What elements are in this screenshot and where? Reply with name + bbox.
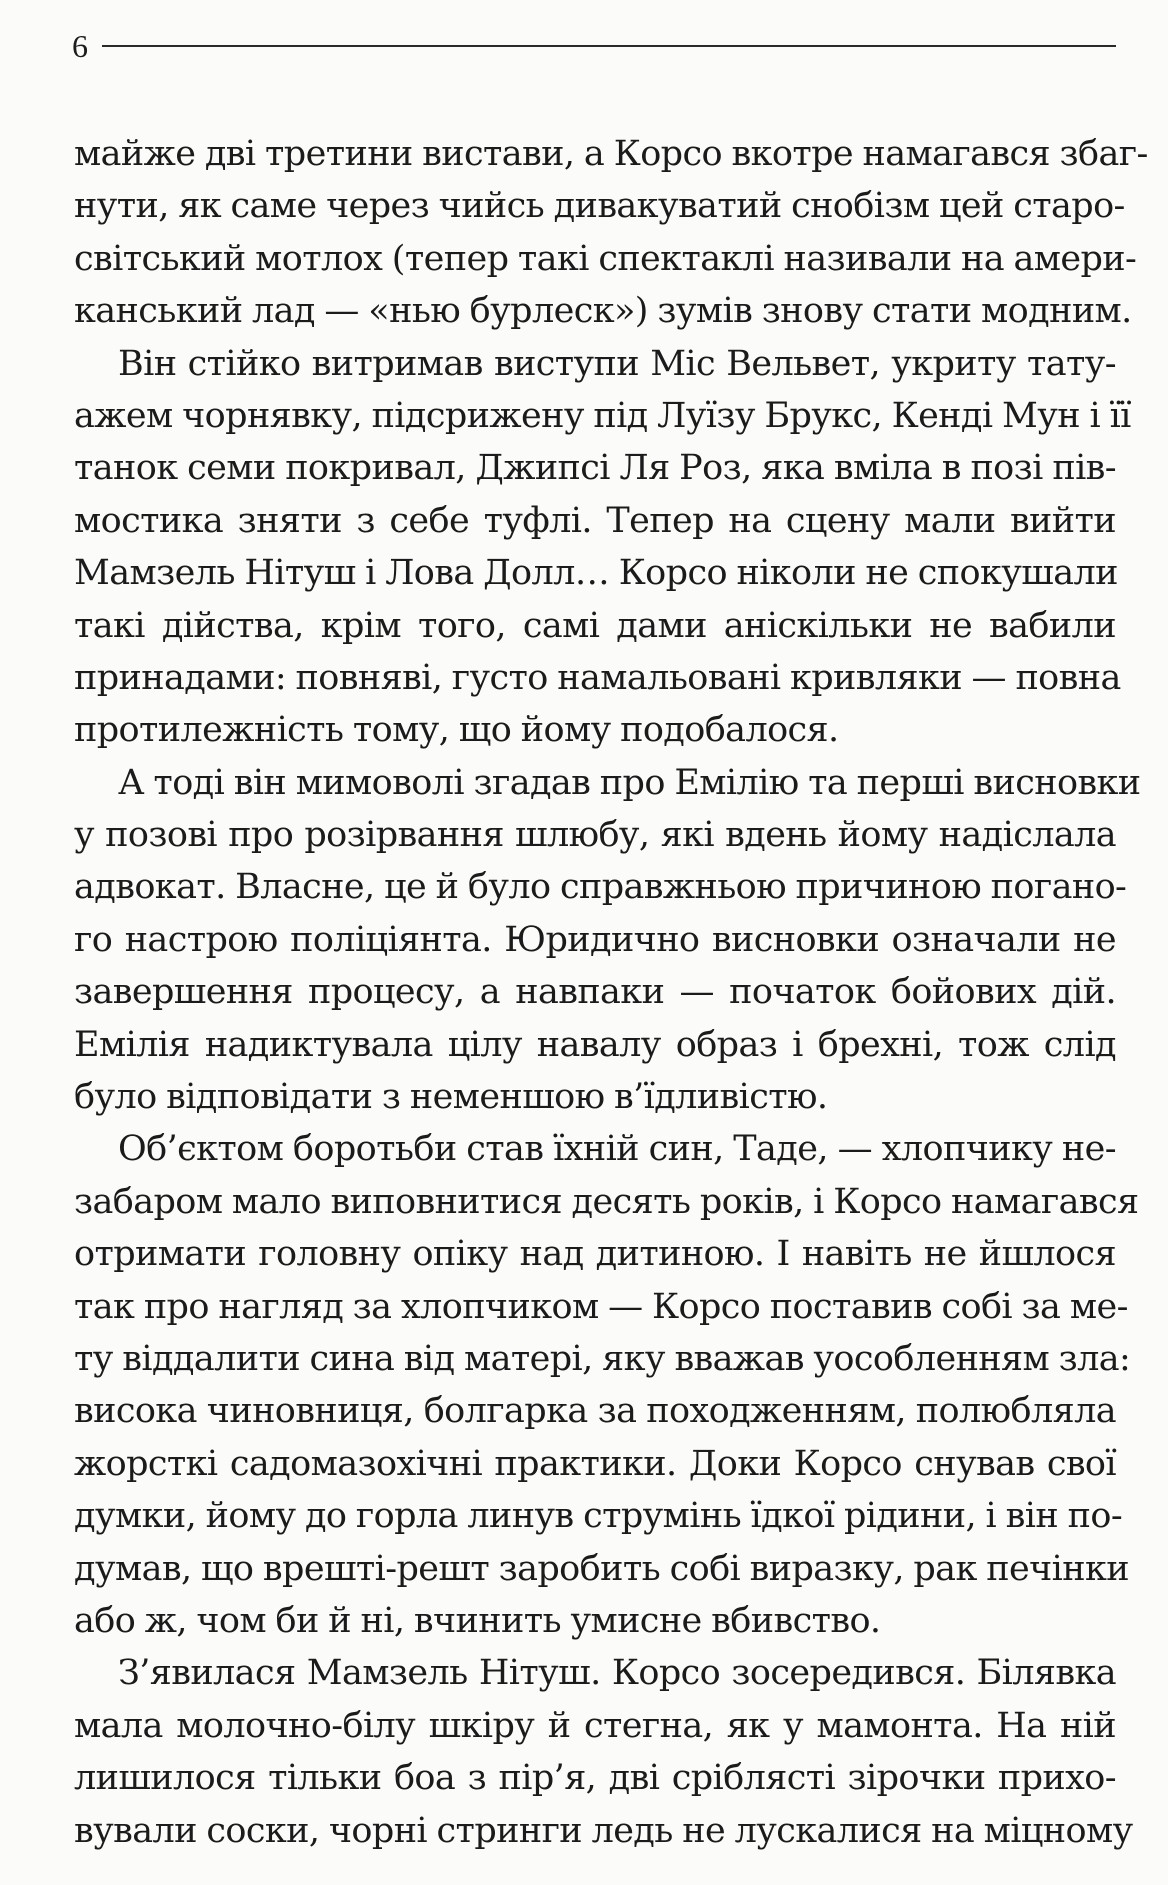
text-line: протилежність тому, що йому подобалося. xyxy=(74,710,839,751)
text-line: було відповідати з неменшою в’їдливістю. xyxy=(74,1077,828,1118)
text-line: адвокат. Власне, це й було справжньою причиною погано- xyxy=(74,867,1127,908)
text-line: нути, як саме через чийсь дивакуватий снобізм цей старо- xyxy=(74,186,1125,227)
text-line: Об’єктом боротьби став їхній син, Таде, — хлопчику не- xyxy=(118,1129,1116,1170)
text-line: З’явилася Мамзель Нітуш. Корсо зосередився. Білявка xyxy=(118,1653,1116,1694)
text-line: думки, йому до горла линув струмінь їдкої рідини, і він по- xyxy=(74,1496,1123,1537)
page-number: 6 xyxy=(72,28,88,64)
text-line: лишилося тільки боа з пір’я, дві сріблясті зірочки прихо- xyxy=(74,1758,1116,1799)
text-line: А тоді він мимоволі згадав про Емілію та перші висновки xyxy=(118,762,1141,803)
text-line: думав, що врешті-решт заробить собі виразку, рак печінки xyxy=(74,1548,1129,1589)
text-line: або ж, чом би й ні, вчинить умисне вбивство. xyxy=(74,1600,881,1641)
text-line: го настрою поліціянта. Юридично висновки означали не xyxy=(74,919,1116,960)
text-line: світський мотлох (тепер такі спектаклі називали на амери- xyxy=(74,238,1137,279)
page-header xyxy=(72,26,1116,62)
text-line: висока чиновниця, болгарка за походженням, полюбляла xyxy=(74,1391,1116,1432)
text-line: майже дві третини вистави, а Корсо вкотре намагався збаг- xyxy=(74,134,1148,174)
text-line: канський лад — «нью бурлеск») зумів знову стати модним. xyxy=(74,291,1132,332)
text-line: Він стійко витримав виступи Міс Вельвет, укриту тату- xyxy=(118,343,1116,384)
text-line: такі дійства, крім того, самі дами аніскільки не вабили xyxy=(74,605,1116,646)
text-line: танок семи покривал, Джипсі Ля Роз, яка вміла в позі пів- xyxy=(74,448,1116,489)
text-line: так про нагляд за хлопчиком — Корсо поставив собі за ме- xyxy=(74,1286,1128,1327)
text-line: вували соски, чорні стринги ледь не лускалися на міцному xyxy=(74,1810,1133,1851)
text-line: ажем чорнявку, підсрижену під Луїзу Брукс, Кенді Мун і її xyxy=(74,395,1131,436)
text-line: ту віддалити сина від матері, яку вважав уособленням зла: xyxy=(74,1338,1131,1379)
text-line: мостика зняти з себе туфлі. Тепер на сцену мали вийти xyxy=(74,500,1116,541)
text-line: у позові про розірвання шлюбу, які вдень йому надіслала xyxy=(74,815,1116,856)
text-line: завершення процесу, а навпаки — початок бойових дій. xyxy=(74,972,1116,1013)
body-text xyxy=(74,128,1148,1857)
text-line: забаром мало виповнитися десять років, і Корсо намагався xyxy=(74,1181,1139,1222)
text-line: принадами: повняві, густо намальовані кривляки — повна xyxy=(74,657,1121,698)
text-line: отримати головну опіку над дитиною. І навіть не йшлося xyxy=(74,1234,1116,1275)
text-line: мала молочно-білу шкіру й стегна, як у мамонта. На ній xyxy=(74,1705,1116,1746)
text-line: Мамзель Нітуш і Лова Долл… Корсо ніколи не спокушали xyxy=(74,553,1118,594)
header-rule xyxy=(102,45,1116,47)
text-line: Емілія надиктувала цілу навалу образ і брехні, тож слід xyxy=(74,1024,1116,1065)
text-line: жорсткі садомазохічні практики. Доки Корсо снував свої xyxy=(74,1443,1116,1484)
